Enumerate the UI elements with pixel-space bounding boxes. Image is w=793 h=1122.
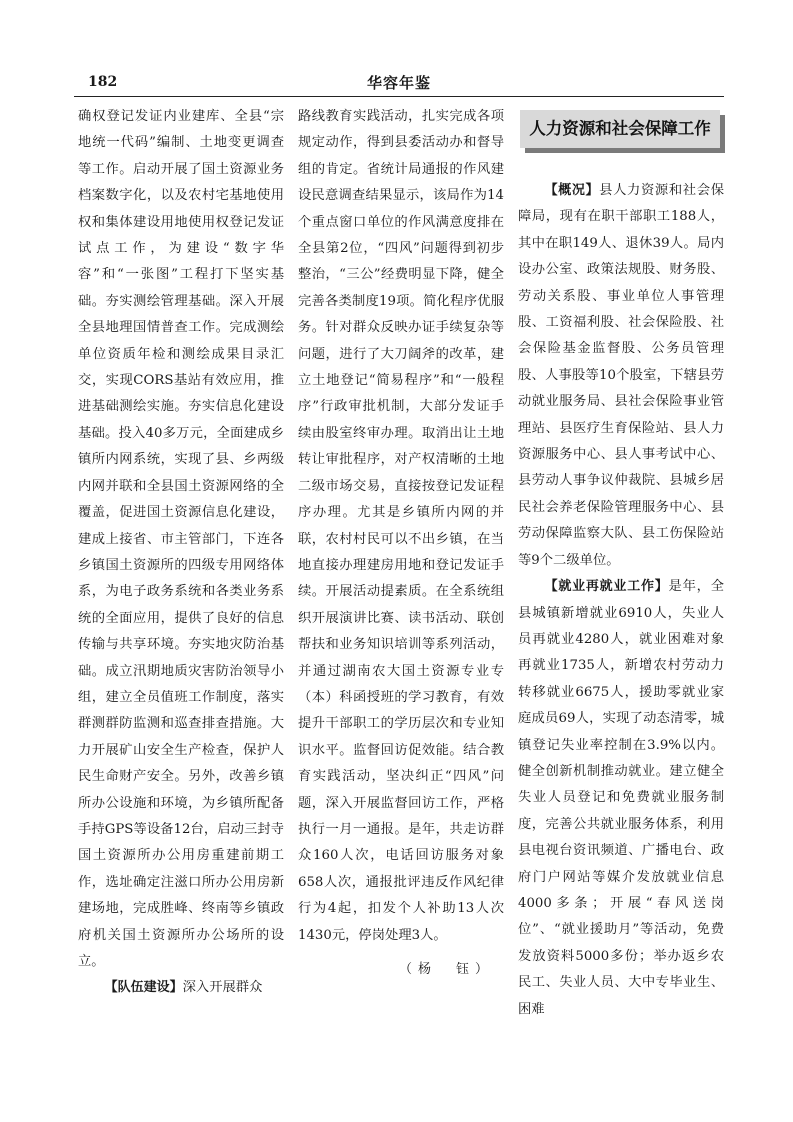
running-title: 华容年鉴: [366, 74, 431, 92]
text-column-2: [298, 104, 504, 983]
page-number: 182: [88, 74, 118, 90]
section-title-box: 人力资源和社会保障工作: [520, 110, 720, 148]
section-heading-team-building: 【队伍建设】: [104, 980, 183, 996]
section-heading-employment: 【就业再就业工作】: [544, 579, 669, 595]
author-credit: （杨 钰）: [398, 962, 494, 977]
page-header: [74, 72, 724, 94]
header-rule: [74, 96, 724, 97]
paragraph: 确权登记发证内业建库、全县“宗地统一代码”编制、土地变更调查等工作。启动开展了国土资源业务档案数字化，以及农村宅基地使用权和集体建设用地使用权登记发证试点工作，为建设“数字华容”和“一张图”工程打下坚实基础。夯实测绘管理基础。深入开展全县地理国情普查工作。完成测绘单位资质年检和测绘成果目录汇交，实现CORS基站有效应用，推进基础测绘实施。夯实信息化建设基础。投入40多万元，全面建成乡镇所内网系统，实现了县、乡两级内网并联和全县国土资源网络的全覆盖，促进国土资源信息化建设，建成上接省、市主管部门，下连各乡镇国土资源所的四级专用网络体系，为电子政务系统和各类业务系统的全面应用，提供了良好的信息传输与共享环境。夯实地灾防治基础。成立汛期地质灾害防治领导小组，建立全员值班工作制度，落实群测群防监测和巡查排查措施。大力开展矿山安全生产检查，保护人民生命财产安全。另外，改善乡镇所办公设施和环境，为乡镇所配备手持GPS等设备12台，启动三封寺国土资源所办公用房重建前期工作，选址确定注滋口所办公用房新建场地，完成胜峰、终南等乡镇政府机关国土资源所办公场所的设立。: [78, 109, 284, 969]
text-column-1: [78, 104, 284, 1002]
paragraph-text: 县人力资源和社会保障局，现有在职干部职工188人，其中在职149人、退休39人。局内设办公室、政策法规股、财务股、劳动关系股、事业单位人事管理股、工资福利股、社会保险股、社会保险基金监督股、公务员管理股、人事股等10个股室，下辖县劳动就业服务局、县社会保险事业管理站、县医疗生育保险站、县人力资源服务中心、县人事考试中心、县劳动人事争议仲裁院、县城乡居民社会养老保险管理服务中心、县劳动保障监察大队、县工伤保险站等9个二级单位。: [518, 183, 724, 568]
paragraph: [518, 178, 724, 574]
paragraph: [78, 975, 284, 1001]
paragraph: 路线教育实践活动，扎实完成各项规定动作，得到县委活动办和督导组的肯定。省统计局通报的作风建设民意调查结果显示，该局作为14个重点窗口单位的作风满意度排在全县第2位，“四风”问题得到初步整治，“三公”经费明显下降，健全完善各类制度19项。简化程序优服务。针对群众反映办证手续复杂等问题，进行了大刀阔斧的改革，建立土地登记“简易程序”和“一般程序”行政审批机制，大部分发证手续由股室终审办理。取消出让土地转让审批程序，对产权清晰的土地二级市场交易，直接按登记发证程序办理。尤其是乡镇所内网的并联，农村村民可以不出乡镇，在当地直接办理建房用地和登记发证手续。开展活动提素质。在全系统组织开展演讲比赛、读书活动、联创帮扶和业务知识培训等系列活动，并通过湖南农大国土资源专业专（本）科函授班的学习教育，有效提升干部职工的学历层次和专业知识水平。监督回访促效能。结合教育实践活动，坚决纠正“四风”问题，深入开展监督回访工作，严格执行一月一通报。是年，共走访群众160人次，电话回访服务对象658人次，通报批评违反作风纪律行为4起，扣发个人补助13人次1430元，停岗处理3人。: [298, 109, 504, 943]
spacer: [518, 148, 724, 178]
section-heading-overview: 【概况】: [544, 183, 600, 198]
paragraph: [518, 574, 724, 1023]
paragraph-text: 是年，全县城镇新增就业6910人，失业人员再就业4280人，就业困难对象再就业1735人，新增农村劳动力转移就业6675人，援助零就业家庭成员69人，实现了动态清零，城镇登记失业率控制在3.9%以内。健全创新机制推动就业。建立健全失业人员登记和免费就业服务制度，完善公共就业服务体系，利用县电视台资讯频道、广播电台、政府门户网站等媒介发放就业信息4000多条；开展“春风送岗位”、“就业援助月”等活动，免费发放资料5000多份；举办返乡农民工、失业人员、大中专毕业生、困难: [518, 579, 724, 1017]
text-column-3: [518, 104, 724, 1023]
paragraph-text: 深入开展群众: [182, 980, 263, 996]
